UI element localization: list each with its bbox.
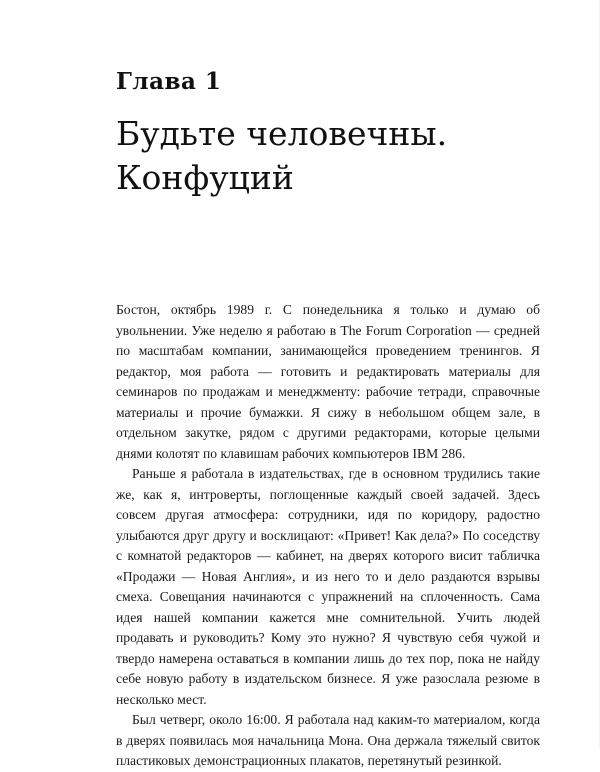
chapter-label: Глава 1 [116, 68, 222, 95]
body-paragraph: Раньше я работала в издательствах, где в основном трудились такие же, как я, интроверты, поглощенные каждый своей задачей. Здесь совсем другая атмосфера: сотрудники, идя по коридору, радостно улыбаются друг другу и восклицают: «Привет! Как дела?» По соседству с комнатой редакторов — кабинет, на дверях которого висит табличка «Продажи — Новая Англия», и из него то и дело раздаются взрывы смеха. Совещания начинаются с упражнений на сплоченность. Сама идея нашей компании кажется мне сомнительной. Учить людей продавать и руководить? Кому это нужно? Я чувствую себя чужой и твердо намерена оставаться в компании лишь до тех пор, пока не найду себе новую работу в издательском бизнесе. Я уже разослала резюме в несколько мест. [116, 466, 540, 707]
chapter-body [116, 300, 540, 772]
body-paragraph: Был четверг, около 16:00. Я работала над каким-то материалом, когда в дверях появилась моя начальница Мона. Она держала тяжелый свиток пластиковых демонстрационных плакатов, перетянутый резинкой. [116, 712, 540, 768]
body-paragraph: Бостон, октябрь 1989 г. С понедельника я только и думаю об увольнении. Уже неделю я работаю в The Forum Corporation — средней по масштабам компании, занимающейся проведением тренингов. Я редактор, моя работа — готовить и редактировать материалы для семинаров по продажам и менеджменту: рабочие тетради, справочные материалы и прочие бумажки. Я сижу в небольшом общем зале, в отдельном закутке, рядом с другими редакторами, которые целыми днями колотят по клавишам рабочих компьютеров IBM 286. [116, 302, 540, 461]
chapter-title-line: Будьте человечны. [116, 114, 448, 153]
chapter-title [116, 112, 536, 200]
chapter-title-line: Конфуций [116, 158, 294, 197]
